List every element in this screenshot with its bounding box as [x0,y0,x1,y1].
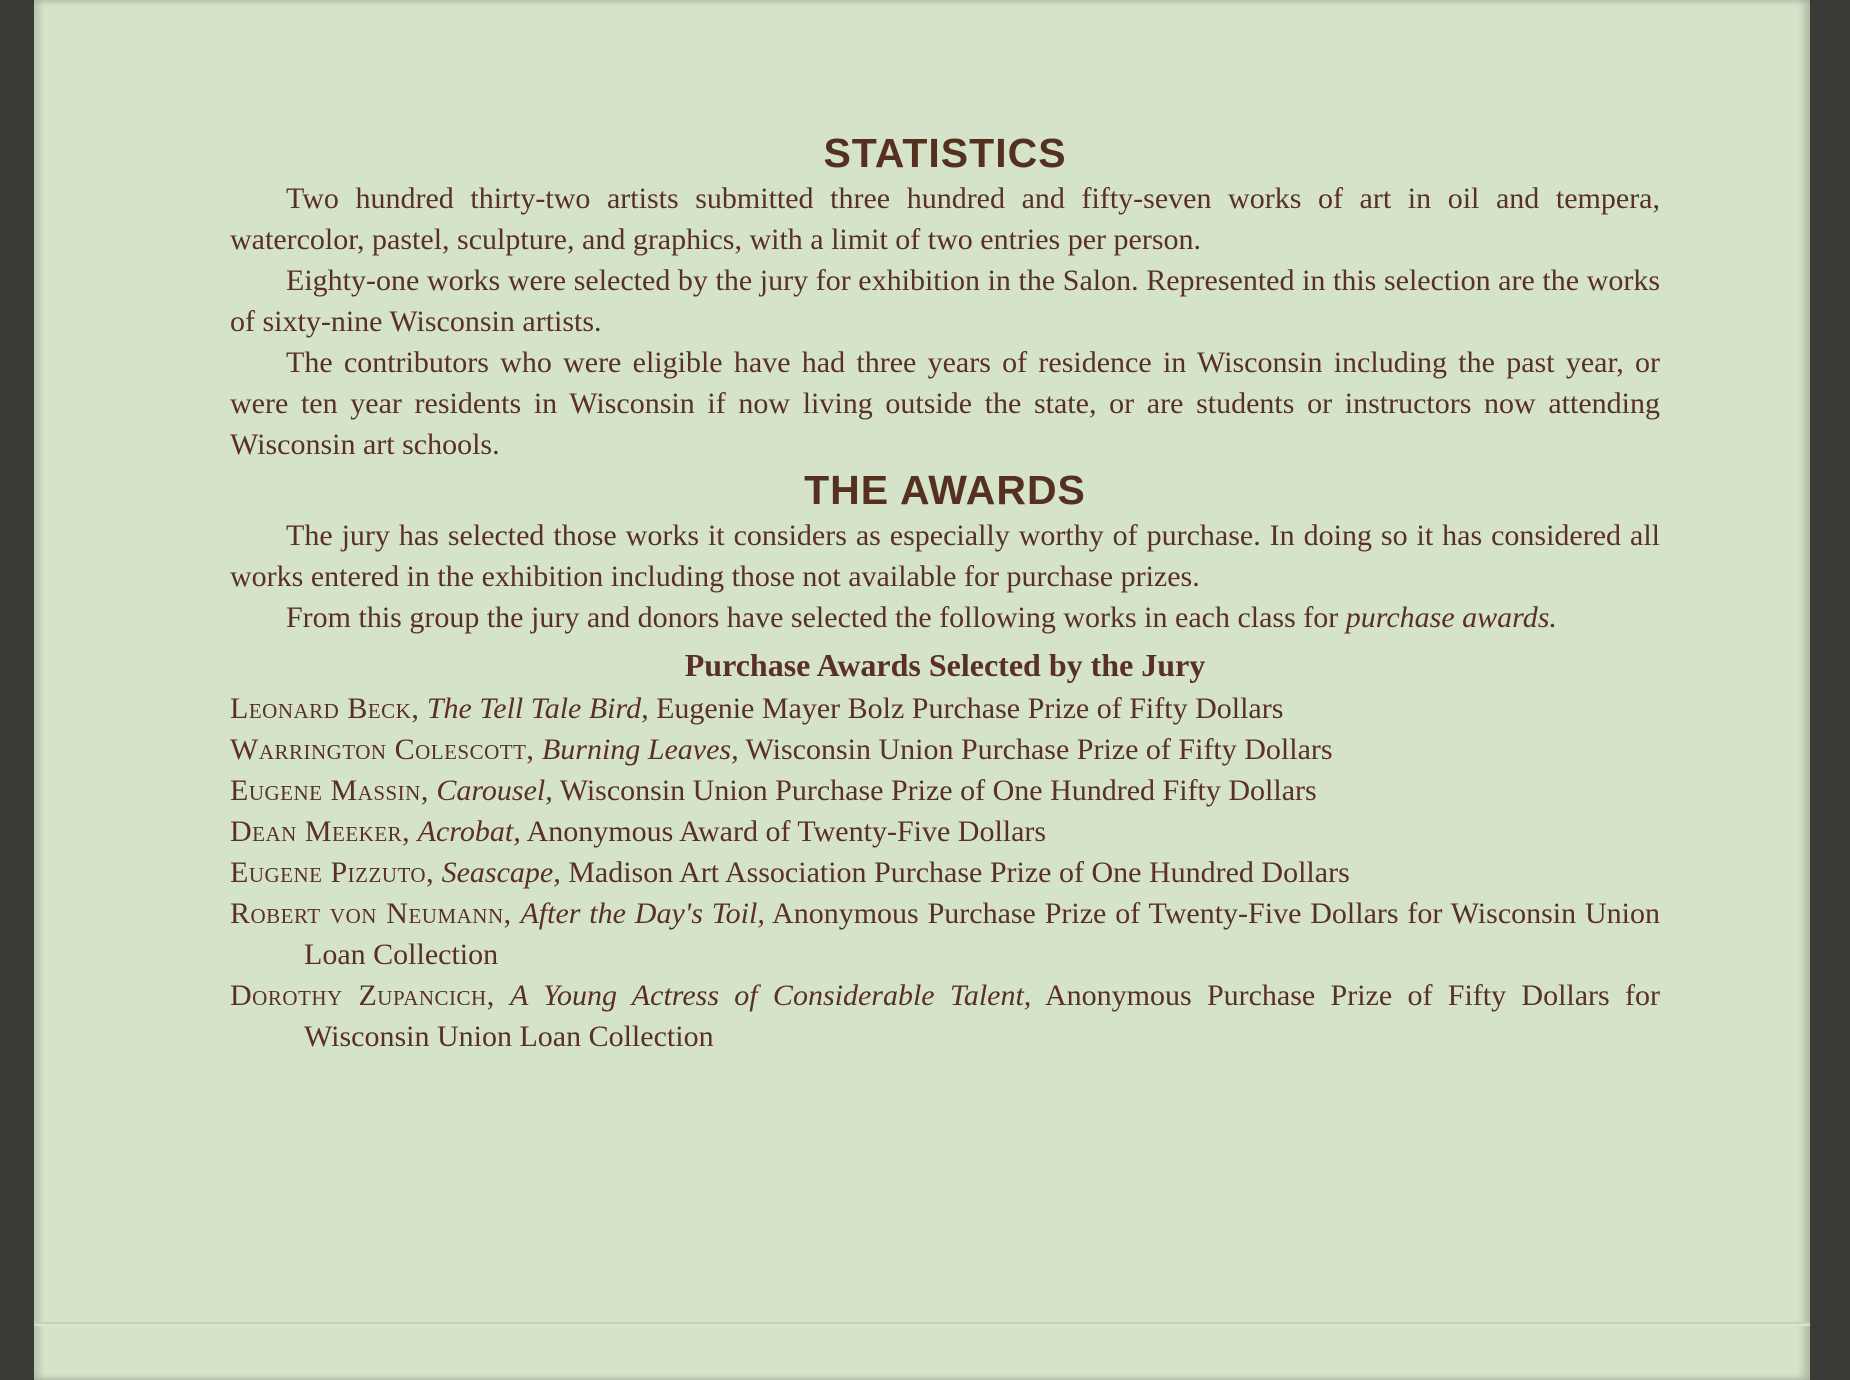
prize-description: Wisconsin Union Purchase Prize of One Hundred Fifty Dollars [559,774,1317,807]
artist-name: Leonard Beck, [230,692,420,725]
prize-description: Wisconsin Union Purchase Prize of Fifty Dollars [745,733,1333,766]
artist-name: Eugene Pizzuto, [230,856,435,889]
award-entry [230,688,1660,729]
work-title: After the Day's Toil, [520,897,765,930]
awards-paragraph-1: The jury has selected those works it considers as especially worthy of purchase. In doing so it has considered all works entered in the exhibition including those not available for purchase prizes. [230,519,1660,593]
artist-name: Eugene Massin, [230,774,429,807]
prize-description: Eugenie Mayer Bolz Purchase Prize of Fifty Dollars [656,692,1284,725]
document-page [34,0,1810,1380]
work-title: Burning Leaves, [541,733,739,766]
work-title: Acrobat, [417,815,521,848]
prize-description: Anonymous Purchase Prize of Twenty-Five Dollars for Wisconsin Union Loan Collection [304,897,1660,971]
award-entry [230,811,1660,852]
artist-name: Dorothy Zupancich, [230,979,495,1012]
statistics-paragraph-2: Eighty-one works were selected by the jury for exhibition in the Salon. Represented in this selection are the works of sixty-nine Wisconsin artists. [230,264,1660,338]
award-entry [230,852,1660,893]
statistics-paragraph-3: The contributors who were eligible have had three years of residence in Wisconsin including the past year, or were ten year residents in Wisconsin if now living outside the state, or are students or instructors now attending Wisconsin art schools. [230,346,1660,461]
award-entry [230,770,1660,811]
artist-name: Dean Meeker, [230,815,411,848]
award-entry [230,729,1660,770]
work-title: The Tell Tale Bird, [426,692,649,725]
artist-name: Warrington Colescott, [230,733,535,766]
purchase-awards-subheading: Purchase Awards Selected by the Jury [684,647,1206,683]
prize-description: Anonymous Award of Twenty-Five Dollars [526,815,1047,848]
awards-heading: THE AWARDS [804,467,1086,513]
statistics-paragraph-1: Two hundred thirty-two artists submitted three hundred and fifty-seven works of art in oil and tempera, watercolor, pastel, sculpture, and graphics, with a limit of two entries per person. [230,182,1660,256]
award-entry [230,893,1660,975]
work-title: Carousel, [436,774,553,807]
work-title: Seascape, [441,856,561,889]
award-entry [230,975,1660,1057]
artist-name: Robert von Neumann, [230,897,512,930]
page-fold-line [34,1322,1810,1326]
purchase-awards-emphasis: purchase awards. [1345,601,1557,634]
prize-description: Anonymous Purchase Prize of Fifty Dollars for Wisconsin Union Loan Collection [304,979,1660,1053]
awards-paragraph-2 [230,597,1660,638]
statistics-heading: STATISTICS [823,130,1067,176]
award-list [230,688,1660,1057]
awards-paragraph-2-lead: From this group the jury and donors have selected the following works in each class for [286,601,1339,634]
prize-description: Madison Art Association Purchase Prize of One Hundred Dollars [568,856,1350,889]
document-content [230,128,1660,1057]
work-title: A Young Actress of Considerable Talent, [510,979,1032,1012]
